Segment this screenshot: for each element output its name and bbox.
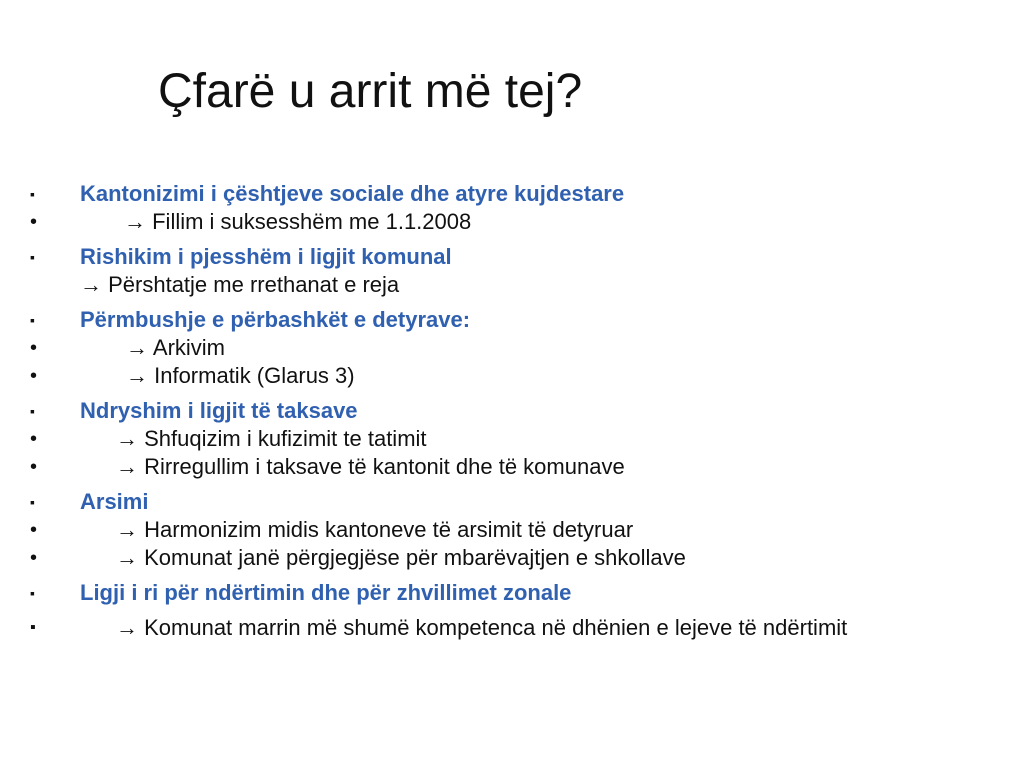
list-item-heading-construction-law bbox=[30, 579, 1020, 607]
list-item-heading-communal-law bbox=[30, 243, 1020, 271]
last-text: → Komunat marrin më shumë kompetenca në dhënien e lejeve të ndërtimit bbox=[116, 615, 848, 640]
square-bullet-icon: ▪ bbox=[30, 312, 35, 328]
sub-text: → Komunat janë përgjegjëse për mbarëvajtjen e shkollave bbox=[116, 545, 686, 570]
list-item-sub bbox=[30, 516, 1020, 544]
heading-text: Përmbushje e përbashkët e detyrave: bbox=[80, 307, 471, 332]
dot-bullet-icon: • bbox=[30, 365, 38, 387]
slide-title: Çfarë u arrit më tej? bbox=[158, 65, 583, 118]
sub-text: → Rirregullim i taksave të kantonit dhe të komunave bbox=[116, 454, 625, 479]
heading-text: Kantonizimi i çështjeve sociale dhe atyre kujdestare bbox=[80, 181, 625, 206]
list-item-sub bbox=[30, 362, 1020, 390]
list-item-sub bbox=[30, 208, 1020, 236]
list-item-heading-tax-law bbox=[30, 397, 1020, 425]
square-bullet-icon: ▪ bbox=[30, 249, 35, 265]
dot-bullet-icon: • bbox=[30, 337, 38, 359]
square-bullet-icon: ▪ bbox=[30, 494, 35, 510]
dot-bullet-icon: • bbox=[30, 211, 38, 233]
square-bullet-icon: ▪ bbox=[30, 585, 35, 601]
bullet-list bbox=[30, 180, 1020, 642]
sub-text: → Shfuqizim i kufizimit te tatimit bbox=[116, 426, 427, 451]
sub-text: → Informatik (Glarus 3) bbox=[126, 363, 355, 388]
heading-text: Ndryshim i ligjit të taksave bbox=[80, 398, 358, 423]
list-item-sub bbox=[30, 544, 1020, 572]
list-item-heading-shared-tasks bbox=[30, 306, 1020, 334]
dot-bullet-icon: • bbox=[30, 456, 38, 478]
list-item-sub bbox=[30, 453, 1020, 481]
list-item-heading-social bbox=[30, 180, 1020, 208]
heading-text: Arsimi bbox=[80, 489, 149, 514]
list-item-sub bbox=[30, 425, 1020, 453]
sub-text: → Harmonizim midis kantoneve të arsimit të detyruar bbox=[116, 517, 634, 542]
continuation-text: → Përshtatje me rrethanat e reja bbox=[80, 272, 400, 297]
heading-text: Ligji i ri për ndërtimin dhe për zhvillimet zonale bbox=[80, 580, 572, 605]
dot-bullet-icon: • bbox=[30, 547, 38, 569]
square-bullet-icon: ▪ bbox=[30, 619, 36, 636]
sub-text: → Fillim i suksesshëm me 1.1.2008 bbox=[124, 209, 472, 234]
sub-text: → Arkivim bbox=[126, 335, 225, 360]
list-item-last bbox=[30, 614, 1020, 642]
list-item-continuation bbox=[30, 271, 1020, 299]
square-bullet-icon: ▪ bbox=[30, 186, 35, 202]
list-item-sub bbox=[30, 334, 1020, 362]
list-item-heading-education bbox=[30, 488, 1020, 516]
dot-bullet-icon: • bbox=[30, 519, 38, 541]
square-bullet-icon: ▪ bbox=[30, 403, 35, 419]
heading-text: Rishikim i pjesshëm i ligjit komunal bbox=[80, 244, 452, 269]
dot-bullet-icon: • bbox=[30, 428, 38, 450]
